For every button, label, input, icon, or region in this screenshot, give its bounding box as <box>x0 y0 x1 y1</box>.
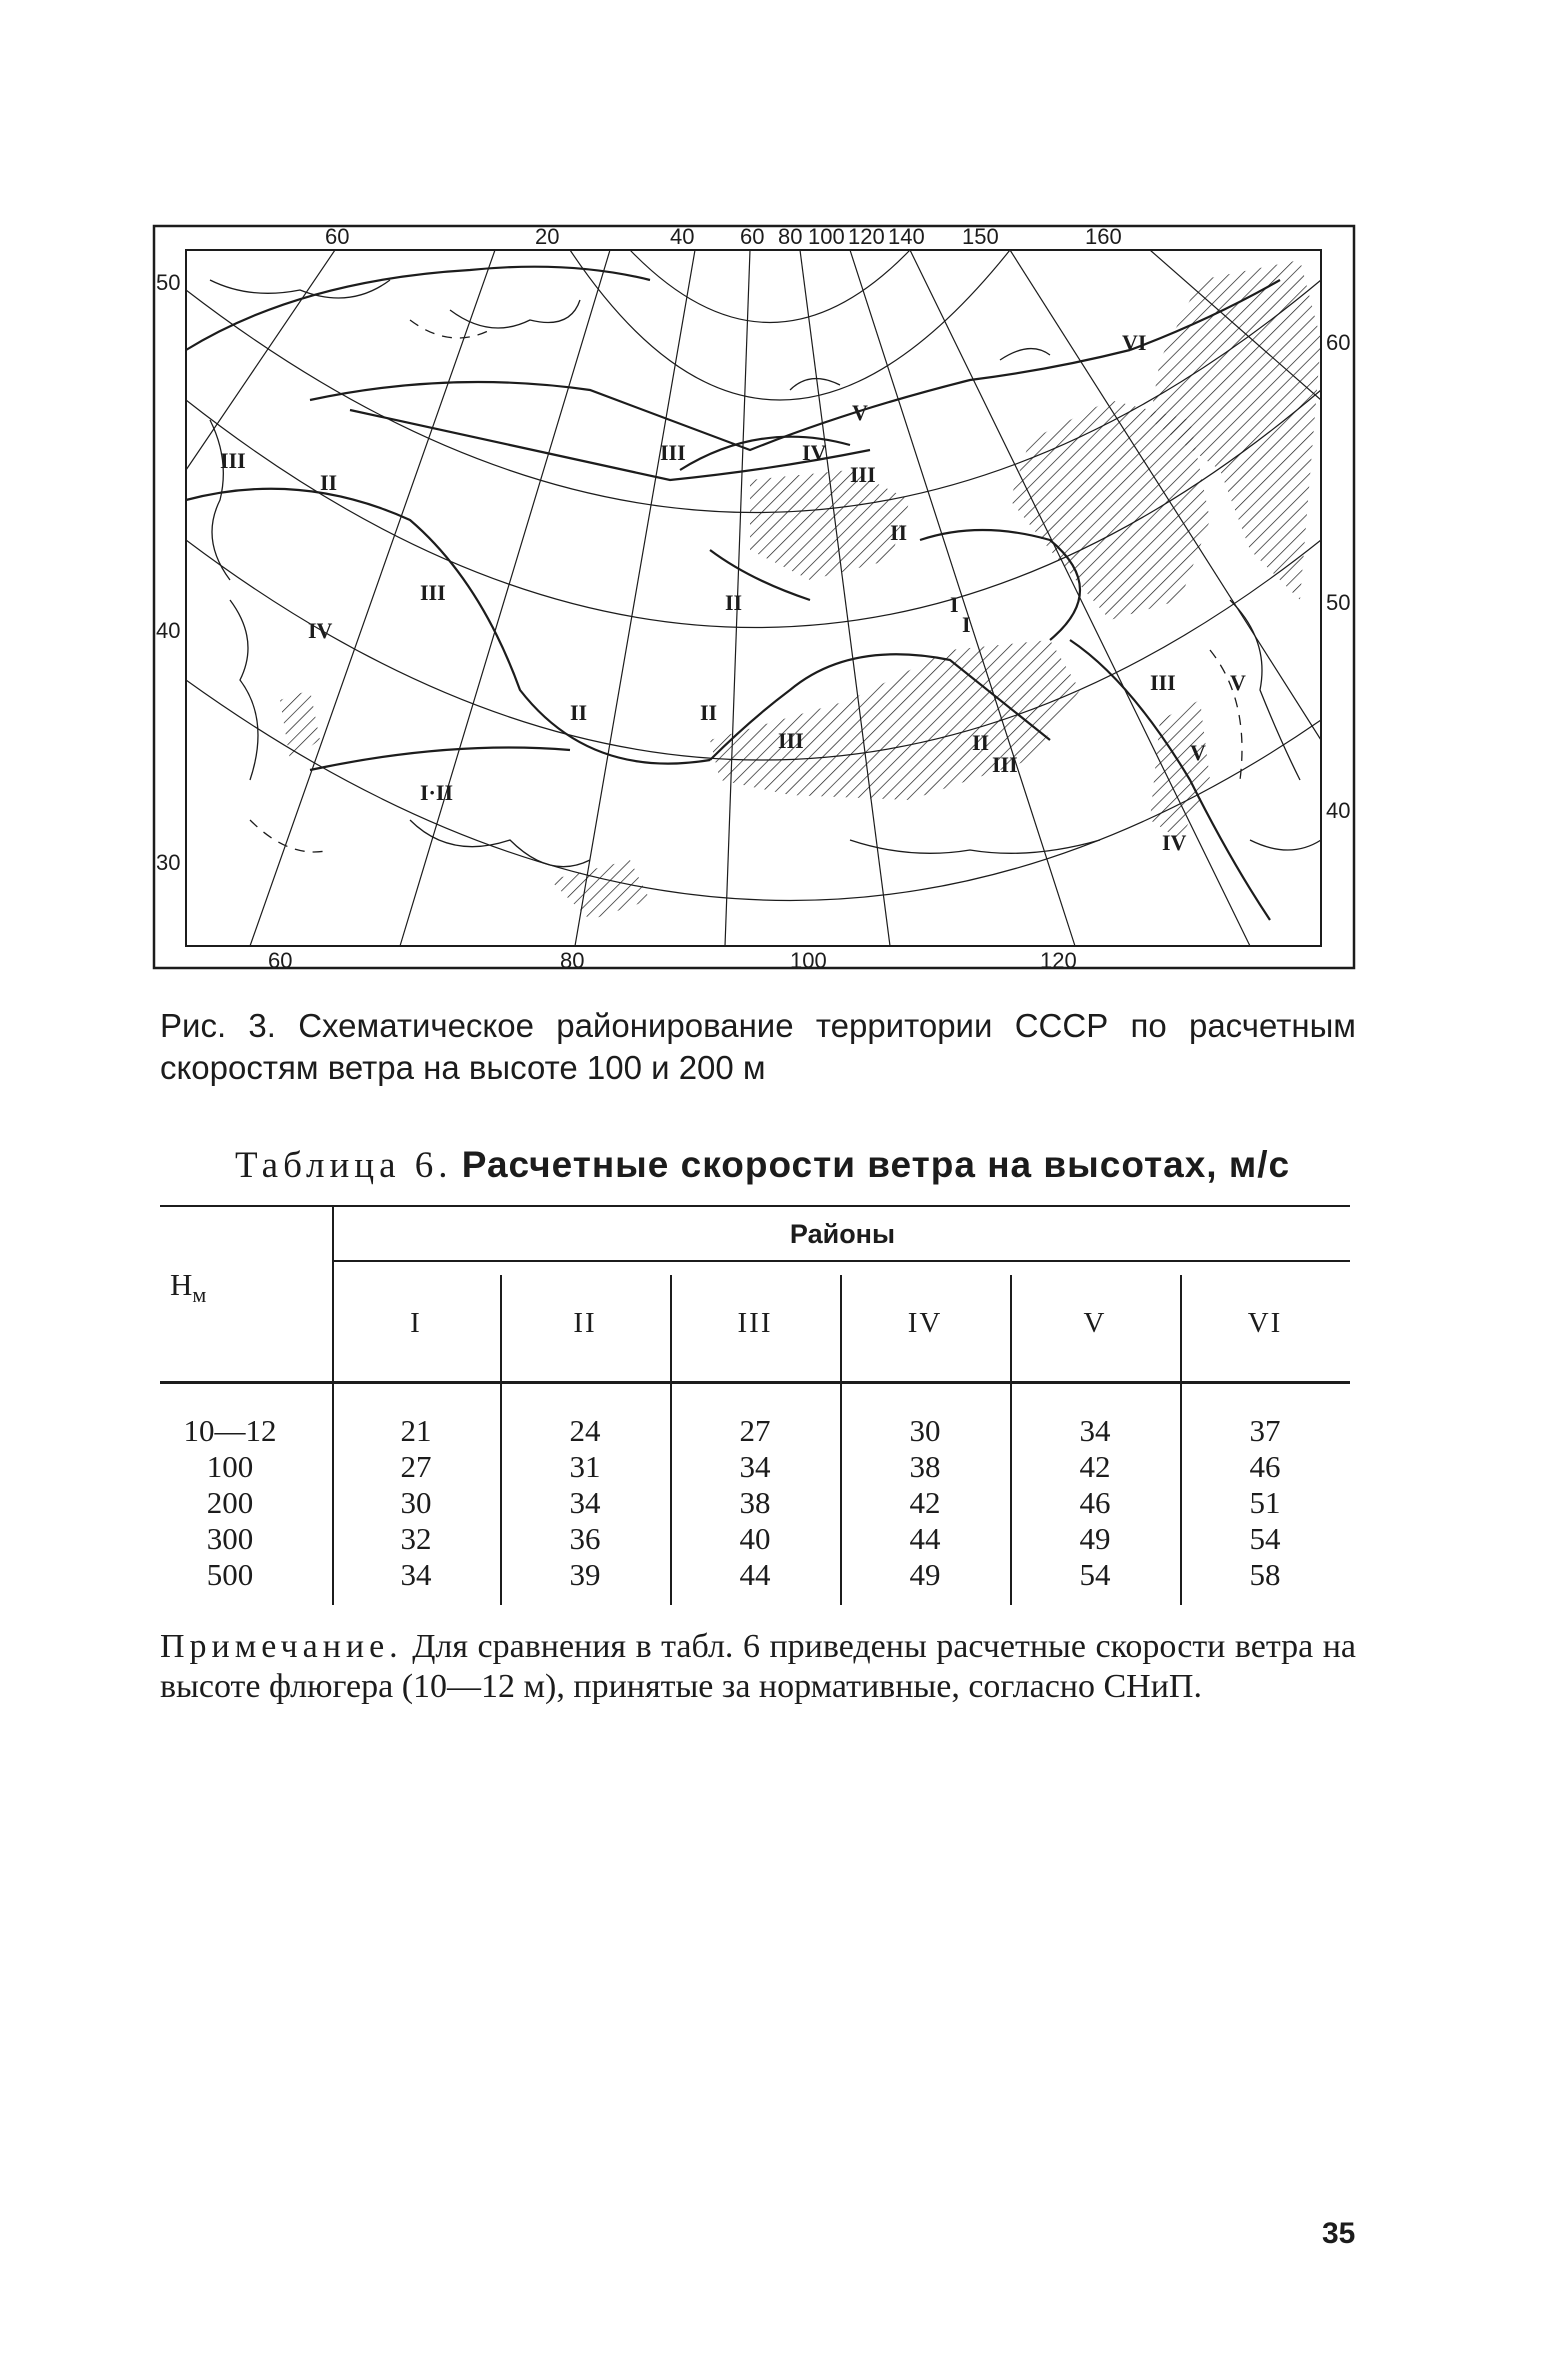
map-svg <box>150 220 1358 972</box>
right-scale-label: 60 <box>1326 330 1351 355</box>
value-cell: 36 <box>569 1521 601 1556</box>
height-cell: 10—12 <box>183 1413 277 1448</box>
value-cell: 34 <box>400 1557 432 1592</box>
column-rule <box>332 1205 334 1605</box>
height-cell: 200 <box>206 1485 254 1520</box>
left-scale-label: 50 <box>156 270 181 295</box>
value-cell: 51 <box>1249 1485 1281 1520</box>
value-cell: 31 <box>569 1449 601 1484</box>
value-cell: 34 <box>569 1485 601 1520</box>
column-header: II <box>573 1307 597 1339</box>
top-scale-label: 100 <box>808 224 845 249</box>
value-column-III <box>705 1413 805 1593</box>
region-label: III <box>660 440 686 465</box>
height-cell: 100 <box>206 1449 254 1484</box>
top-scale-label: 140 <box>888 224 925 249</box>
header-bottom-rule <box>160 1381 1350 1384</box>
region-label: II <box>320 470 338 495</box>
column-header: IV <box>907 1307 943 1339</box>
bottom-scale-label: 120 <box>1040 948 1077 972</box>
header-divider-rule <box>332 1260 1350 1262</box>
region-label: II <box>725 590 743 615</box>
value-column-I <box>366 1413 466 1593</box>
bottom-scale-label: 80 <box>560 948 585 972</box>
figure-caption <box>160 1005 1356 1089</box>
top-scale-label: 60 <box>325 224 350 249</box>
value-cell: 38 <box>739 1485 771 1520</box>
column-header: I <box>410 1307 422 1339</box>
value-cell: 24 <box>569 1413 601 1448</box>
row-header-main: H <box>170 1267 193 1302</box>
column-rule <box>840 1275 842 1605</box>
value-column-IV <box>875 1413 975 1593</box>
value-column-V <box>1045 1413 1145 1593</box>
region-label: I·II <box>420 780 454 805</box>
column-header: III <box>737 1307 773 1339</box>
region-label: II <box>972 730 990 755</box>
column-rule <box>1180 1275 1182 1605</box>
value-column-II <box>535 1413 635 1593</box>
value-cell: 54 <box>1079 1557 1111 1592</box>
value-cell: 34 <box>1079 1413 1111 1448</box>
region-label: III <box>420 580 446 605</box>
value-cell: 40 <box>739 1521 771 1556</box>
top-scale-label: 80 <box>778 224 803 249</box>
row-header-sub: м <box>192 1282 207 1308</box>
value-cell: 27 <box>739 1413 771 1448</box>
column-header: V <box>1083 1307 1107 1339</box>
value-cell: 44 <box>739 1557 771 1592</box>
top-scale-label: 60 <box>740 224 765 249</box>
value-cell: 39 <box>569 1557 601 1592</box>
value-column-VI <box>1215 1413 1315 1593</box>
region-label: VI <box>1122 330 1147 355</box>
value-cell: 42 <box>1079 1449 1111 1484</box>
column-header: VI <box>1247 1307 1283 1339</box>
top-scale-label: 120 <box>848 224 885 249</box>
value-cell: 58 <box>1249 1557 1281 1592</box>
value-cell: 49 <box>909 1557 941 1592</box>
value-cell: 44 <box>909 1521 941 1556</box>
table-title-text: Расчетные скорости ветра на высотах, м/с <box>461 1144 1291 1185</box>
wind-speed-table <box>160 1205 1350 1605</box>
height-cell: 300 <box>206 1521 254 1556</box>
page-number: 35 <box>1322 2217 1356 2250</box>
top-scale-label: 160 <box>1085 224 1122 249</box>
note-lead: Примечание. <box>160 1628 403 1665</box>
region-label: IV <box>1162 830 1187 855</box>
value-cell: 32 <box>400 1521 432 1556</box>
value-cell: 49 <box>1079 1521 1111 1556</box>
figure-caption-text: Схематическое районирование территории СССР по расчетным скоростям ветра на высоте 100 и 200 м <box>160 1007 1356 1086</box>
left-scale-label: 40 <box>156 618 181 643</box>
table-top-rule <box>160 1205 1350 1207</box>
region-label: II <box>890 520 908 545</box>
region-label: I <box>950 592 959 617</box>
region-label: IV <box>308 618 333 643</box>
right-scale-label: 50 <box>1326 590 1351 615</box>
figure-caption-lead: Рис. 3. <box>160 1007 276 1044</box>
value-cell: 30 <box>400 1485 432 1520</box>
column-rule <box>670 1275 672 1605</box>
wind-zoning-map <box>150 220 1358 972</box>
top-scale-label: 150 <box>962 224 999 249</box>
height-column <box>170 1413 290 1593</box>
right-scale-label: 40 <box>1326 798 1351 823</box>
region-label: V <box>1190 740 1206 765</box>
height-cell: 500 <box>206 1557 254 1592</box>
top-scale-label: 40 <box>670 224 695 249</box>
region-label: III <box>778 728 804 753</box>
value-cell: 42 <box>909 1485 941 1520</box>
note-text: Для сравнения в табл. 6 приведены расчетные скорости ветра на высоте флюгера (10—12 м), принятые за нормативные, согласно СНиП. <box>160 1628 1356 1705</box>
row-header <box>170 1267 250 1308</box>
column-rule <box>1010 1275 1012 1605</box>
table-label: Таблица 6. <box>235 1145 453 1186</box>
region-label: III <box>220 448 246 473</box>
region-label: IV <box>802 440 827 465</box>
value-cell: 37 <box>1249 1413 1281 1448</box>
value-cell: 30 <box>909 1413 941 1448</box>
table-note <box>160 1627 1356 1707</box>
group-header: Районы <box>789 1219 896 1249</box>
bottom-scale-label: 100 <box>790 948 827 972</box>
region-label: V <box>1230 670 1246 695</box>
region-label: I <box>962 612 971 637</box>
value-cell: 46 <box>1249 1449 1281 1484</box>
bottom-scale-label: 60 <box>268 948 293 972</box>
region-label: III <box>1150 670 1176 695</box>
top-scale-label: 20 <box>535 224 560 249</box>
region-label: V <box>852 400 868 425</box>
value-cell: 34 <box>739 1449 771 1484</box>
left-scale-label: 30 <box>156 850 181 875</box>
region-label: III <box>850 462 876 487</box>
region-label: III <box>992 752 1018 777</box>
region-label: II <box>570 700 588 725</box>
value-cell: 38 <box>909 1449 941 1484</box>
value-cell: 46 <box>1079 1485 1111 1520</box>
value-cell: 54 <box>1249 1521 1281 1556</box>
value-cell: 27 <box>400 1449 432 1484</box>
region-label: II <box>700 700 718 725</box>
table-title <box>235 1143 1355 1188</box>
value-cell: 21 <box>400 1413 432 1448</box>
column-rule <box>500 1275 502 1605</box>
